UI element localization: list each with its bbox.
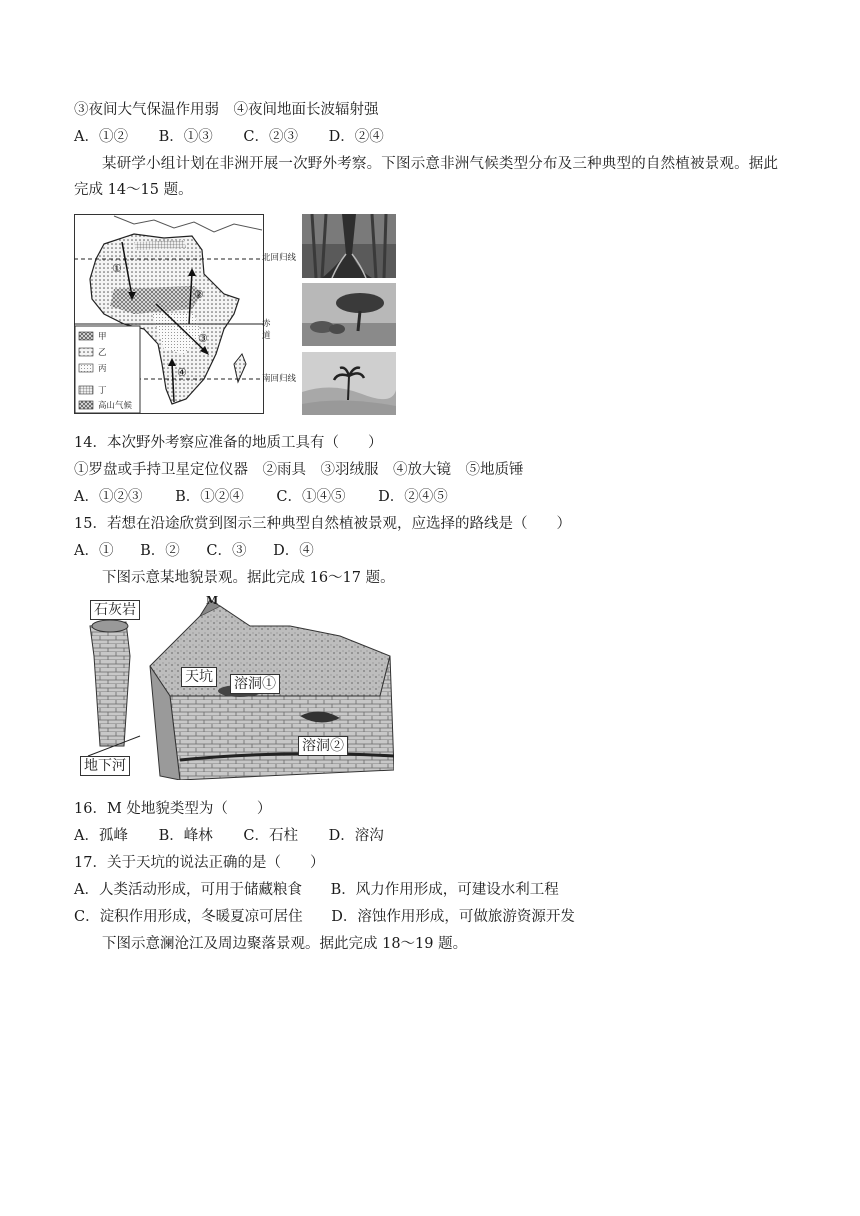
q13-options	[74, 127, 384, 147]
q14-option-d[interactable]: D．②④⑤	[378, 489, 448, 505]
desert-photo	[302, 352, 396, 415]
q16-option-c[interactable]: C．石柱	[243, 828, 298, 844]
q13-option-d[interactable]: D．②④	[328, 129, 384, 145]
legend-alpine: 高山气候	[98, 401, 133, 411]
savanna-photo	[302, 283, 396, 346]
lat-label-tropic-capricorn: 南回归线	[262, 374, 297, 384]
africa-climate-map	[74, 214, 297, 414]
q16-option-d[interactable]: D．溶沟	[328, 828, 384, 844]
label-m: M	[206, 594, 219, 607]
q14-option-b[interactable]: B．①②④	[175, 489, 244, 505]
q17-option-d[interactable]: D．溶蚀作用形成，可做旅游资源开发	[331, 909, 575, 925]
q13-option-a[interactable]: A．①②	[74, 129, 128, 145]
intro-14-15-line1: 某研学小组计划在非洲开展一次野外考察。下图示意非洲气候类型分布及三种典型的自然植被景观。据此	[102, 156, 779, 172]
intro-16-17: 下图示意某地貌景观。据此完成 16～17 题。	[102, 570, 395, 586]
route-2-label: ②	[194, 288, 204, 301]
q17-stem: 17．关于天坑的说法正确的是（ ）	[74, 855, 325, 871]
q14-stem: 14．本次野外考察应准备的地质工具有（ ）	[74, 435, 383, 451]
q17-options-row1	[74, 880, 559, 900]
q14-options	[74, 487, 448, 507]
q13-statements: ③夜间大气保温作用弱 ④夜间地面长波辐射强	[74, 102, 379, 118]
q14-option-a[interactable]: A．①②③	[74, 489, 143, 505]
q16-option-b[interactable]: B．峰林	[158, 828, 213, 844]
q15-option-c[interactable]: C．③	[206, 543, 247, 559]
q17-options-row2	[74, 907, 575, 927]
q17-option-c[interactable]: C．淀积作用形成，冬暖夏凉可居住	[74, 909, 303, 925]
q13-option-c[interactable]: C．②③	[243, 129, 298, 145]
route-1-label: ①	[112, 262, 122, 275]
intro-18-19: 下图示意澜沧江及周边聚落景观。据此完成 18～19 题。	[102, 936, 468, 952]
legend-yi: 乙	[98, 348, 107, 358]
label-underground-river: 地下河	[80, 756, 130, 776]
q15-option-d[interactable]: D．④	[273, 543, 314, 559]
legend-jia: 甲	[98, 332, 107, 342]
label-cave-1: 溶洞①	[230, 674, 280, 694]
q17-option-b[interactable]: B．风力作用形成，可建设水利工程	[330, 882, 559, 898]
legend-ding: 丁	[98, 386, 107, 396]
lat-label-equator: 赤道	[262, 319, 271, 341]
intro-14-15-line2: 完成 14～15 题。	[74, 182, 193, 198]
q16-options	[74, 826, 384, 846]
q15-stem: 15．若想在沿途欣赏到图示三种典型自然植被景观，应选择的路线是（ ）	[74, 516, 571, 532]
q17-option-a[interactable]: A．人类活动形成，可用于储藏粮食	[74, 882, 302, 898]
q16-option-a[interactable]: A．孤峰	[74, 828, 128, 844]
rainforest-photo	[302, 214, 396, 278]
route-3-label: ③	[198, 332, 208, 345]
karst-landform-figure	[80, 596, 394, 780]
q14-option-c[interactable]: C．①④⑤	[276, 489, 346, 505]
label-tiankeng: 天坑	[181, 667, 217, 687]
label-limestone: 石灰岩	[90, 600, 140, 620]
q14-statements: ①罗盘或手持卫星定位仪器 ②雨具 ③羽绒服 ④放大镜 ⑤地质锤	[74, 462, 524, 478]
q15-option-a[interactable]: A．①	[74, 543, 114, 559]
legend-bing: 丙	[98, 364, 107, 374]
q15-option-b[interactable]: B．②	[140, 543, 180, 559]
q13-option-b[interactable]: B．①③	[158, 129, 213, 145]
q16-stem: 16．M 处地貌类型为（ ）	[74, 801, 272, 817]
lat-label-tropic-cancer: 北回归线	[262, 253, 297, 263]
route-4-label: ④	[177, 366, 187, 379]
label-cave-2: 溶洞②	[298, 736, 348, 756]
q15-options	[74, 541, 314, 561]
